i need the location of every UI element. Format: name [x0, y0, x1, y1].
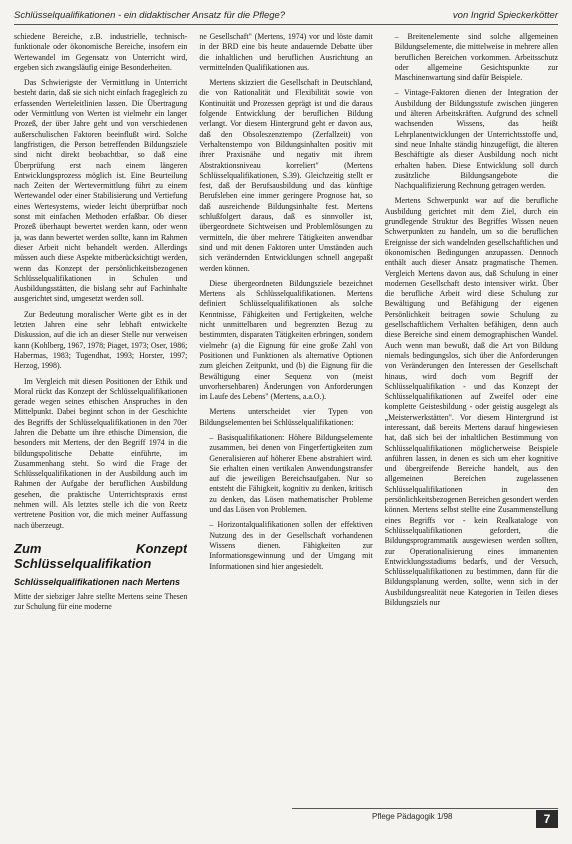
list-item: – Breitenelemente sind solche allgemeinen Bildungselemente, die mittelweise in mehrere allen beruflichen Bereichen vorkommen. Arbeitsschutz oder allgemeine Gesichtspunkte zur Maschinenwartung sind dafür Beispiele.	[394, 32, 558, 83]
paragraph: ne Gesellschaft" (Mertens, 1974) vor und löste damit in der BRD eine bis heute andauernde Debatte über die inhaltlichen und beruflichen Ausrichtung an vermittelnden Qualifikationen aus.	[199, 32, 373, 72]
paragraph: Diese übergeordneten Bildungsziele bezeichnet Mertens als Schlüsselqualifikationen. Mertens definiert Schlüsselqualifikationen als solche Kenntnisse, Fähigkeiten und Fertigkeiten, welche nicht unmittelbaren und begrenzten Bezug zu bestimmten, disparaten Tätigkeiten erbringen, sondern vielmehr (a) die Eignung für eine große Zahl von Positionen und Funktionen als alternative Optionen zum gleichen Zeitpunkt, und (b) die Eignung für die Bewältigung einer Sequenz von (meist unvorhersehbaren) Änderungen von Anforderungen im Laufe des Lebens" (Mertens, a.a.O.).	[199, 278, 373, 402]
header-article-title: Schlüsselqualifikationen - ein didaktischer Ansatz für die Pflege?	[14, 9, 286, 21]
paragraph: Das Schwierigste der Vermittlung in Unterricht besteht darin, daß sie sich nicht einfach fragegleich zu erfassenden Werteleitlinien lassen. Die Übertragung oder Vermittlung von Werten ist vielmehr ein langer Prozeß, der über Jahre geht und von verschiedenen außerschulischen Faktoren beeinflußt wird. Solche langfristigen, die Person betreffenden Bildungsziele sind nicht direkt beobachtbar, so daß eine Überprüfung erst nach einem längeren Entwicklungsprozess möglich ist. Eine Beurteilung nach Zeiten der Wertevermittlung führt zu einem Wertewandel oder einer Stabilisierung und Vertiefung eines Wertesystems, wieder leicht überprüfbar noch sonst mit einfachen Methoden erfaßbar. Ob dieser Prozeß überhaupt bewertet werden kann, oder wenn ja, was dann bewertet werden sollte, kann im Rahmen dieser Arbeit nicht behandelt werden. Allerdings müssen auch diese Aspekte mitberücksichtigt werden, wenn das Konzept der persönlichkeitsbezogenen Schlüsselqualifikationen in Schulen und Ausbildungsstätten, die bislang sehr auf Fachinhalte ausgerichtet sind, umgesetzt werden soll.	[14, 78, 188, 304]
paragraph: schiedene Bereiche, z.B. industrielle, technisch-funktionale oder ökonomische Bereiche, insofern ein Wertewandel im Gegensatz von Unterricht wird, ergeben sich zwangsläufig einige Besonderheiten.	[14, 32, 188, 72]
paragraph: Mertens skizziert die Gesellschaft in Deutschland, die von Rationalität und Flexibilität sowie von Kontinuität und Prozessen geprägt ist und die daraus folgende Entwicklung der beruflichen Bildung verlangt. Vor diesem Hintergrund geht er davon aus, daß den Obsoleszenztempo (Zerfallzeit) von Verhaltenstempo von Bildungsinhalten positiv mit ihrer Praxisnähe und negativ mit ihrem Abstraktionsniveau korreliert" (Mertens Schlüsselqualifikationen, S.39). Gleichzeitig stellt er fest, daß der Berufsausbildung und das künftige Berufsleben eine immer geringere Prognose hat, so daß ausreichende Bildungsinhalte fest. Mertens schlußfolgert daraus, daß es sinnvoller ist, übergeordnete Sichtweisen und Problemlösungen zu vermitteln, die über mehrere Tätigkeiten anwendbar sind und mit denen Faktoren unter Umständen auch sich verändernden Entwicklungen schnell angepaßt werden können.	[199, 78, 373, 273]
paragraph: Mertens Schwerpunkt war auf die berufliche Ausbildung gerichtet mit dem Ziel, durch ein grundlegende Struktur des Begriffes Wissen neuen Schwerpunkten zu handeln, um so die beruflichen Ereignisse der sich wandelnden gesellschaftlichen und ökonomischen Bedingungen anzupassen. Dennoch enthält auch dieser Ansatz pragmatische Themen. Vergleich Mertens davon aus, daß Schulung in einer modernen Gesellschaft desto intensiver wirkt. Über die berufliche Arbeit wird diese Schulung zur Bewältigung und Befähigung der eigenen Persönlichkeit beitragen sowie Schulung zu gesellschaftlichem Verhalten befähigen, denn auch diese Bereiche sind einem demographischen Wandel. Auch wenn man bewußt, daß die Art von Bildung niemals bedingungslos, sich über die Anforderungen von Veränderungen den Interessen der Gesellschaft hinaus, wird doch vom Begriff der Schlüsselqualifikation - und das Konzept der Schlüsselqualifikationen auf Zweifel oder eine komplette Geistesbildung - oder geistig ausgelegt als „Meisterwerkstätten". Vor diesem Hintergrund ist interessant, daß bereits Mertens darauf hingewiesen hat, daß sich bei der inhaltlichen Bestimmung von Schlüsselqualifikationen möglicherweise Beispiele anführen lassen, in denen es sich um eher kognitive und übergreifende Bereiche handelt, aus den allgemeinen Bereichen zugelassenen Schlüsselqualifikationen in den persönlichkeitsbezogenen Bereichen gesondert werden können. Mertens selbst stellte eine Zusammenstellung eines Begriffs vor - kein Realkataloge von Schlüsselqualifikationen gefordert, die Bildungsprogrammatik ausgewiesen werden sollten, zur Operationalisierung eines immanenten Entwicklungsstadiums bedarfs, und der Versuch, Schlüsselqualifikationen zu bestimmen, dann für die Bildungsplanung werden, sollte, wenn sich in der Ausbildungsrealität neue Kategorien in Teilen dieses Bildungsziels nur	[384, 196, 558, 608]
column-3	[385, 32, 558, 792]
paragraph: Im Vergleich mit diesen Positionen der Ethik und Moral rückt das Konzept der Schlüsselqualifikationen gerade wegen seines ethischen Anspruches in den Mittelpunkt. Dabei beginnt schon in der Geschichte des Begriffs der Schlüsselqualifikationen in den 70er Jahren die Debatte um ihre ethische Dimension, die besonders mit Mertens, der den Begriff 1974 in die bildungspolitische Debatte einführte, im Zusammenhang steht. So wird die Frage der Schlüsselqualifikationen in der Ausbildung auch im Rahmen der Aufgabe der beruflichen Ausbildung gesehen, die praktische Unterrichtspraxis ernst nehmen will. Als letztes stelle ich die von Reetz vertretene Position vor, die mich meiner Auffassung nach überzeugt.	[14, 376, 188, 530]
paragraph: Zur Bedeutung moralischer Werte gibt es in der letzten Jahren eine sehr lebhaft entwickelte Diskussion, auf die ich an dieser Stelle nur verweisen kann (Kohlberg, 1967, 1978; Piaget, 1973; Oser, 1986; Habermas, 1983; Tugendhat, 1993; Horster, 1997; Herzog, 1998).	[14, 309, 188, 371]
article-body	[14, 32, 558, 792]
subsection-heading: Schlüsselqualifikationen nach Mertens	[14, 576, 181, 587]
page-number: 7	[536, 810, 558, 828]
list-item: – Basisqualifikationen: Höhere Bildungselemente zusammen, bei denen von Fingerfertigkeiten zum Generalisieren auf höherer Ebene abstrahiert wird. Sie erhalten einen vertikalen Anwendungstransfer auf die jeweiligen Bereichsaufgaben. Nur so entsteht die Fähigkeit, kognitiv zu denken, kritisch zu denken, das Lösen mathematischer Probleme und das Lösen von Problemen.	[209, 432, 373, 515]
section-heading: Zum Konzept Schlüsselqualifikation	[14, 540, 188, 571]
column-1	[14, 32, 187, 792]
footer-divider	[292, 808, 558, 809]
list-item: – Vintage-Faktoren dienen der Integration der Ausbildung der Bildungsstufe zwischen jüngeren und älteren Arbeitskräften. Aufgrund des schnell wachsenden Wissens, das heißt Lehrplanentwicklungen der Unterrichtsstoffe und, sind neue Inhalte ständig hinzugefügt, die älteren Beschäftigte als dieser Ausbildung noch nicht erhalten haben. Diese Entwicklung soll durch zusätzliche Bildungsangebote die Nachqualifizierung Rechnung getragen werden.	[394, 88, 558, 191]
header-divider	[14, 24, 558, 25]
header-author: von Ingrid Spieckerkötter	[452, 9, 558, 21]
paragraph: Mertens unterscheidet vier Typen von Bildungselementen bei Schlüsselqualifikationen:	[199, 407, 373, 427]
paragraph: Mitte der siebziger Jahre stellte Mertens seine Thesen zur Schulung für eine moderne	[14, 591, 188, 612]
journal-name: Pflege Pädagogik 1/98	[372, 812, 453, 821]
running-header	[14, 6, 558, 24]
column-2	[199, 32, 372, 792]
list-item: – Horizontalqualifikationen sollen der effektiven Nutzung des in der Gesellschaft vorhandenen Wissens dienen. Fähigkeiten zur Informationsgewinnung und der Umgang mit Informationen sind hier angesiedelt.	[209, 520, 373, 571]
